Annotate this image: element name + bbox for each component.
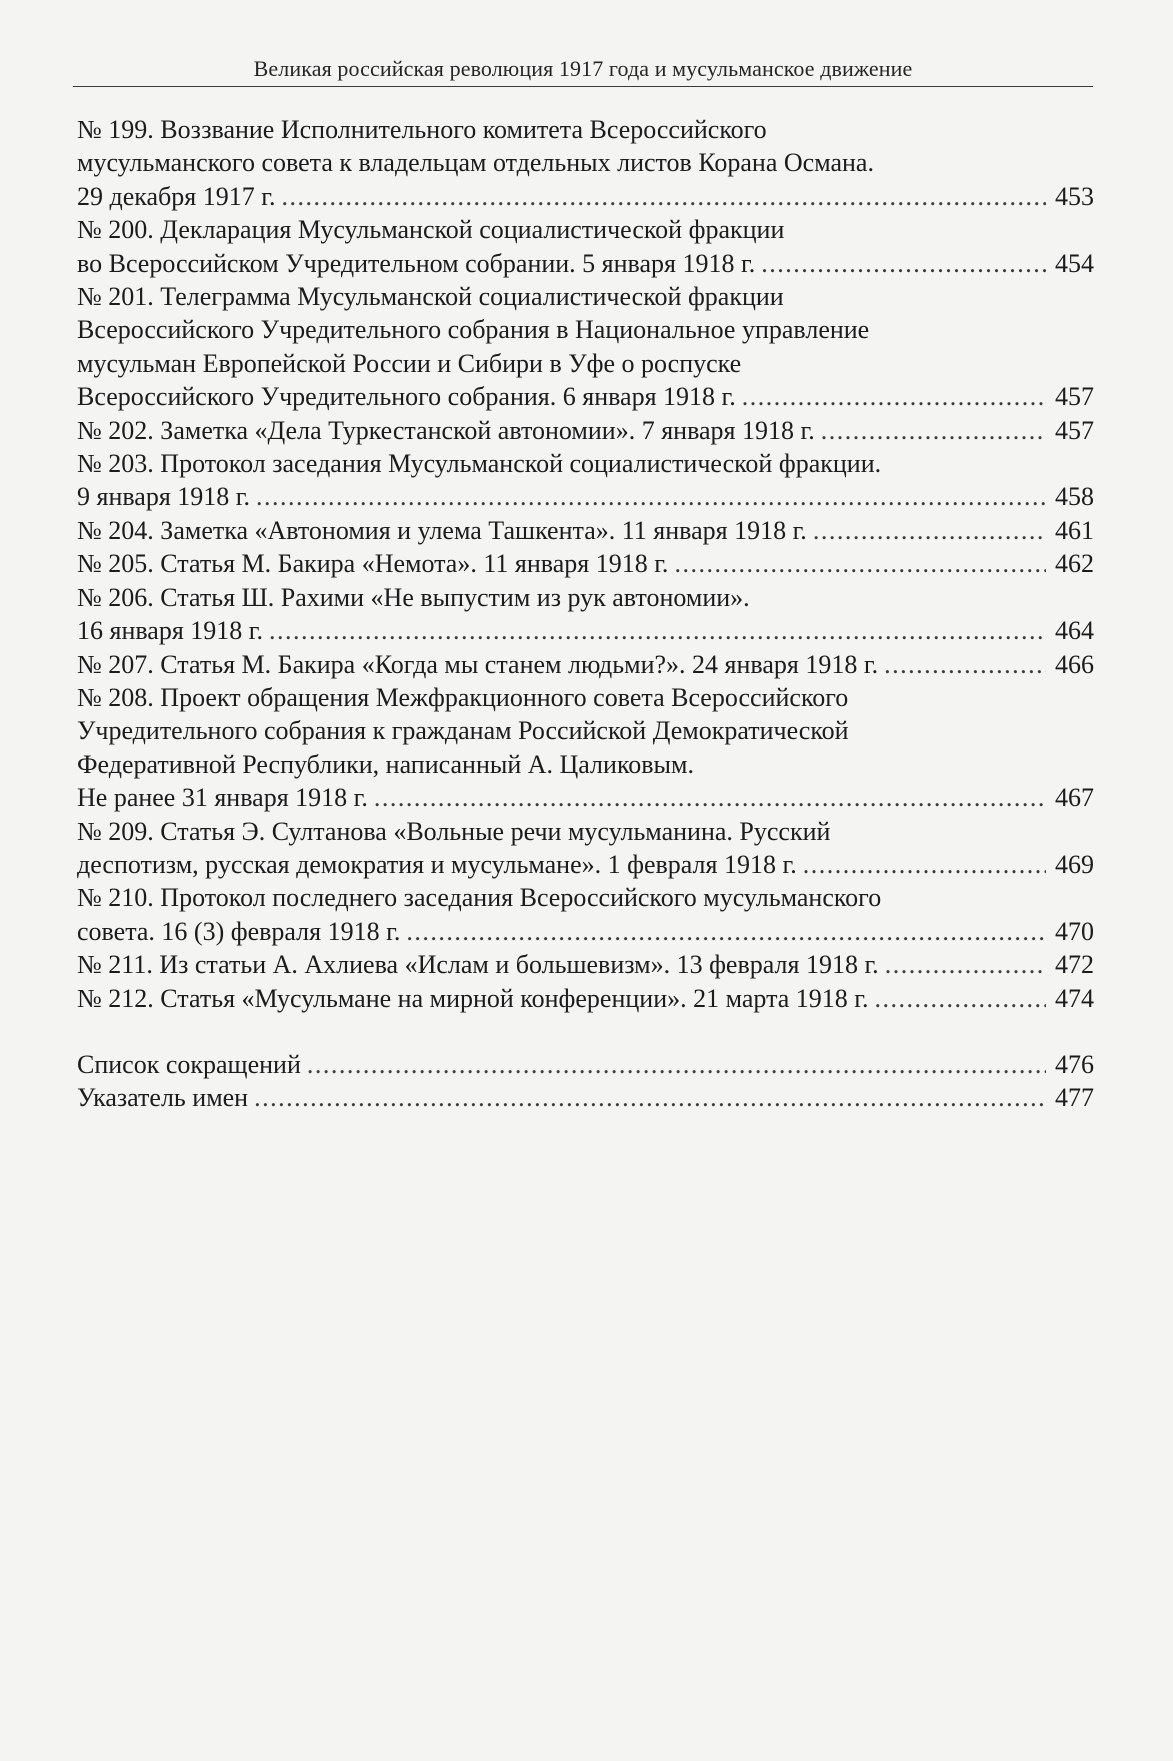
toc-entry-201 <box>77 280 1094 414</box>
toc-entry-last-line <box>77 1048 1094 1081</box>
dot-leader <box>885 948 1046 981</box>
toc-entry-199 <box>77 113 1094 213</box>
toc-entry-209 <box>77 815 1094 882</box>
toc-entry-line: № 209. Статья Э. Султанова «Вольные речи мусульманина. Русский <box>77 816 831 846</box>
toc-entry-text: № 212. Статья «Мусульмане на мирной конференции». 21 марта 1918 г. <box>77 983 869 1013</box>
toc-entry-203 <box>77 447 1094 514</box>
dot-leader <box>674 547 1046 580</box>
page-number: 457 <box>1055 382 1094 412</box>
toc-entry-last-line <box>77 247 1094 280</box>
table-of-contents <box>77 113 1094 1115</box>
toc-entry-line: № 206. Статья Ш. Рахими «Не выпустим из рук автономии». <box>77 582 750 612</box>
dot-leader <box>821 414 1046 447</box>
dot-leader <box>374 781 1046 814</box>
dot-leader <box>281 180 1046 213</box>
toc-entry-text: совета. 16 (3) февраля 1918 г. <box>77 916 401 946</box>
dot-leader <box>803 848 1046 881</box>
dot-leader <box>813 514 1046 547</box>
toc-entry-205 <box>77 547 1094 580</box>
page-number: 466 <box>1055 649 1094 679</box>
dot-leader <box>761 247 1046 280</box>
dot-leader <box>256 480 1046 513</box>
toc-entry-208 <box>77 681 1094 815</box>
toc-entry-line: Учредительного собрания к гражданам Российской Демократической <box>77 716 849 746</box>
toc-entry-last-line <box>77 514 1094 547</box>
toc-entry-abbreviations <box>77 1048 1094 1081</box>
toc-entry-211 <box>77 948 1094 981</box>
toc-entry-last-line <box>77 915 1094 948</box>
page-number: 474 <box>1055 983 1094 1013</box>
toc-entry-text: 9 января 1918 г. <box>77 482 251 512</box>
dot-leader <box>269 614 1046 647</box>
page-number: 453 <box>1055 181 1094 211</box>
page-number: 461 <box>1055 515 1094 545</box>
toc-entry-text: Всероссийского Учредительного собрания. 6 января 1918 г. <box>77 382 736 412</box>
toc-entry-last-line <box>77 480 1094 513</box>
toc-entry-207 <box>77 648 1094 681</box>
toc-entry-200 <box>77 213 1094 280</box>
page-number: 462 <box>1055 549 1094 579</box>
dot-leader <box>875 982 1046 1015</box>
toc-entry-last-line <box>77 648 1094 681</box>
page-number: 454 <box>1055 248 1094 278</box>
page-number: 470 <box>1055 916 1094 946</box>
page-number: 477 <box>1055 1083 1094 1113</box>
dot-leader <box>406 915 1046 948</box>
section-gap <box>77 1015 1094 1048</box>
toc-entry-204 <box>77 514 1094 547</box>
toc-entry-name-index <box>77 1081 1094 1114</box>
toc-entry-last-line <box>77 614 1094 647</box>
page-number: 457 <box>1055 415 1094 445</box>
dot-leader <box>884 648 1046 681</box>
dot-leader <box>742 380 1046 413</box>
toc-entry-text: Не ранее 31 января 1918 г. <box>77 783 368 813</box>
toc-entry-last-line <box>77 848 1094 881</box>
page-number: 467 <box>1055 783 1094 813</box>
toc-entry-206 <box>77 581 1094 648</box>
toc-entry-202 <box>77 414 1094 447</box>
toc-entry-212 <box>77 982 1094 1015</box>
toc-entry-text: № 205. Статья М. Бакира «Немота». 11 января 1918 г. <box>77 549 669 579</box>
toc-entry-text: 29 декабря 1917 г. <box>77 181 276 211</box>
toc-entry-line: Всероссийского Учредительного собрания в Национальное управление <box>77 315 870 345</box>
toc-entry-text: № 202. Заметка «Дела Туркестанской автономии». 7 января 1918 г. <box>77 415 815 445</box>
toc-entry-last-line <box>77 547 1094 580</box>
toc-entry-line: мусульман Европейской России и Сибири в Уфе о роспуске <box>77 348 742 378</box>
toc-entry-text: 16 января 1918 г. <box>77 616 264 646</box>
toc-entry-last-line <box>77 948 1094 981</box>
toc-entry-text: Указатель имен <box>77 1083 249 1113</box>
page-number: 458 <box>1055 482 1094 512</box>
page-number: 469 <box>1055 849 1094 879</box>
toc-entry-line: № 203. Протокол заседания Мусульманской социалистической фракции. <box>77 449 882 479</box>
toc-entry-last-line <box>77 380 1094 413</box>
toc-entry-last-line <box>77 180 1094 213</box>
toc-entry-text: № 211. Из статьи А. Ахлиева «Ислам и большевизм». 13 февраля 1918 г. <box>77 950 879 980</box>
toc-entry-text: Список сокращений <box>77 1049 301 1079</box>
page-number: 464 <box>1055 616 1094 646</box>
toc-entry-text: № 204. Заметка «Автономия и улема Ташкента». 11 января 1918 г. <box>77 515 807 545</box>
toc-entry-line: мусульманского совета к владельцам отдельных листов Корана Османа. <box>77 148 874 178</box>
dot-leader <box>254 1081 1046 1114</box>
toc-entry-text: деспотизм, русская демократия и мусульмане». 1 февраля 1918 г. <box>77 849 797 879</box>
toc-entry-line: № 210. Протокол последнего заседания Всероссийского мусульманского <box>77 883 882 913</box>
toc-entry-line: № 199. Воззвание Исполнительного комитета Всероссийского <box>77 115 767 144</box>
header-rule <box>73 86 1093 87</box>
toc-entry-text: во Всероссийском Учредительном собрании. 5 января 1918 г. <box>77 248 756 278</box>
toc-entry-last-line <box>77 781 1094 814</box>
toc-entry-line: № 200. Декларация Мусульманской социалистической фракции <box>77 215 785 245</box>
toc-entry-line: № 201. Телеграмма Мусульманской социалистической фракции <box>77 282 784 312</box>
toc-entry-last-line <box>77 982 1094 1015</box>
toc-entry-last-line <box>77 414 1094 447</box>
toc-entry-line: Федеративной Республики, написанный А. Цаликовым. <box>77 749 694 779</box>
running-header: Великая российская революция 1917 года и мусульманское движение <box>253 56 913 81</box>
page-number: 476 <box>1055 1049 1094 1079</box>
toc-entry-text: № 207. Статья М. Бакира «Когда мы станем людьми?». 24 января 1918 г. <box>77 649 879 679</box>
toc-entry-line: № 208. Проект обращения Межфракционного совета Всероссийского <box>77 682 849 712</box>
toc-entry-last-line <box>77 1081 1094 1114</box>
toc-entry-210 <box>77 881 1094 948</box>
page-number: 472 <box>1055 950 1094 980</box>
dot-leader <box>307 1048 1046 1081</box>
